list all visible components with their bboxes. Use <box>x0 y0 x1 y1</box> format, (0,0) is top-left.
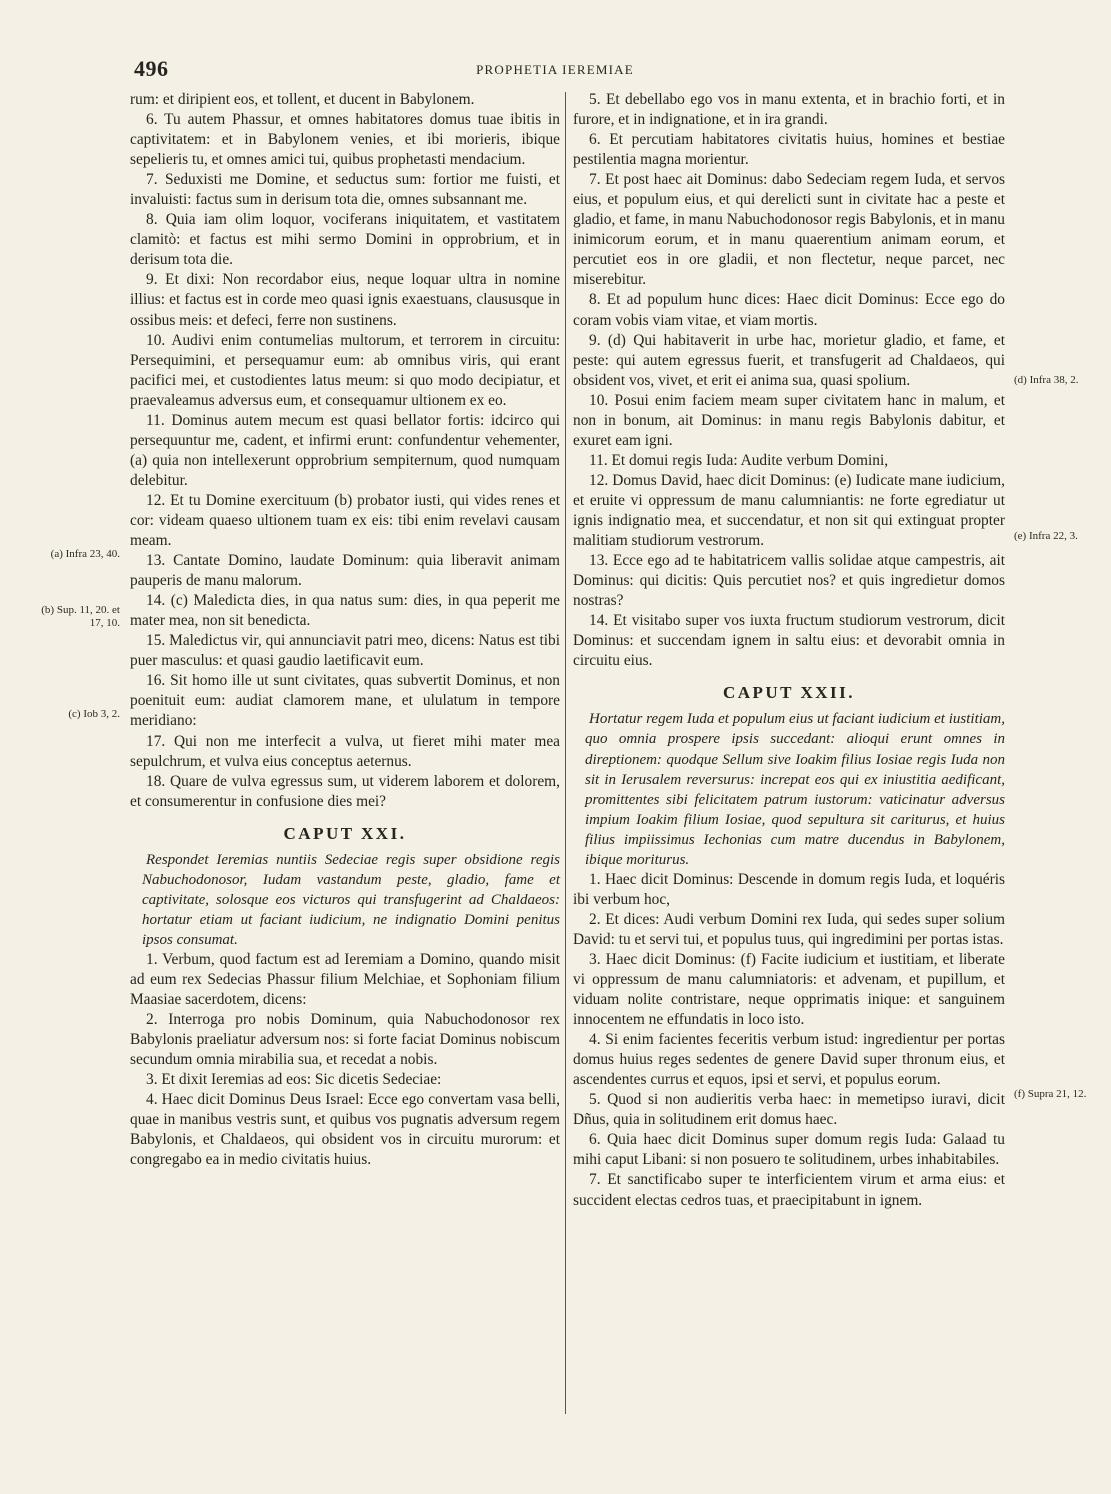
verse-paragraph: 8. Quia iam olim loquor, vociferans iniquitatem, et vastitatem clamitò: et factus est mihi sermo Domini in opprobrium, et in derisum tota die. <box>130 211 560 269</box>
verse-paragraph: 7. Et post haec ait Dominus: dabo Sedeciam regem Iuda, et servos eius, et populum eius, et qui derelicti sunt in civitate hac a peste et gladio, et fame, in manu Nabuchodonosor regis Babylonis, et in manu inimicorum eorum, et in manu quaerentium animam eorum, et percutiet eos in ore gladii, et non flectetur, neque parcet, nec miserebitur. <box>573 171 1005 289</box>
verse-paragraph: 17. Qui non me interfecit a vulva, ut fieret mihi mater mea sepulchrum, et vulva eius conceptus aeternus. <box>130 732 560 770</box>
chapter-summary-text: Respondet Ieremias nuntiis Sedeciae regis super obsidione regis Nabuchodonosor, Iudam vastandum peste, gladio, fame et captivitate, solosque eos victuros qui transfugerint ad Chaldaeos: hortatur etiam ut faciant iudicium, ne indignatio Domini penitus ipsos consumat. <box>142 851 560 948</box>
verse-paragraph: 12. Et tu Domine exercituum (b) probator iusti, qui vides renes et cor: videam quaeso ultionem tuam ex eis: tibi enim revelavi causam meam. <box>130 491 560 550</box>
verse-paragraph: 5. Et debellabo ego vos in manu extenta, et in brachio forti, et in furore, et in indignatione, et in ira grandi. <box>573 91 1005 129</box>
verse-paragraph: 11. Dominus autem mecum est quasi bellator fortis: idcirco qui persequuntur me, cadent, et infirmi erunt: confundentur vehementer, (a) quia non intellexerunt opprobrium sempiternum, quod numquam delebitur. <box>130 411 560 489</box>
margin-note-a: (a) Infra 23, 40. <box>50 548 120 560</box>
verse-paragraph: 4. Si enim facientes feceritis verbum istud: ingredientur per portas domus huius reges sedentes de genere David super thronum eius, et ascendentes currus et equos, ipsi et servi, et populus eorum. <box>573 1031 1005 1089</box>
verse-paragraph: 9. Et dixi: Non recordabor eius, neque loquar ultra in nomine illius: et factus est in corde meo quasi ignis exaestuans, claususque in ossibus meis: et defeci, ferre non sustinens. <box>130 271 560 329</box>
verse-paragraph: 15. Maledictus vir, qui annunciavit patri meo, dicens: Natus est tibi puer masculus: et quasi gaudio laetificavit eum. <box>130 632 560 670</box>
verse-paragraph: 6. Tu autem Phassur, et omnes habitatores domus tuae ibitis in captivitatem: et in Babylonem venies, et ibi morieris, ibique sepelieris tu, et omnes amici tui, quibus prophetasti mendacium. <box>130 111 560 169</box>
right-column <box>573 90 1005 1211</box>
verse-paragraph: 14. Et visitabo super vos iuxta fructum studiorum vestrorum, dicit Dominus: et succendam ignem in saltu eius: et devorabit omnia in circuitu eius. <box>573 612 1005 670</box>
verse-paragraph: 2. Interroga pro nobis Dominum, quia Nabuchodonosor rex Babylonis praeliatur adversum nos: si forte faciat Dominus nobiscum secundum omnia mirabilia sua, et recedat a nobis. <box>130 1011 560 1069</box>
verse-paragraph: 4. Haec dicit Dominus Deus Israel: Ecce ego convertam vasa belli, quae in manibus vestris sunt, et quibus vos pugnatis adversum regem Babylonis, et Chaldaeos, qui obsident vos in circuitu murorum: et congregabo ea in medio civitatis huius. <box>130 1091 560 1169</box>
margin-note-b: (b) Sup. 11, 20. et 17, 10. <box>41 604 120 629</box>
chapter-title: CAPUT XXI. <box>283 823 407 843</box>
verse-paragraph: 10. Posui enim faciem meam super civitatem hanc in malum, et non in bonum, ait Dominus: in manu regis Babylonis dabitur, et exuret eam igni. <box>573 391 1005 449</box>
verse-paragraph: 7. Seduxisti me Domine, et seductus sum: fortior me fuisti, et invaluisti: factus sum in derisum tota die, omnes subsannant me. <box>130 171 560 209</box>
verse-paragraph: 8. Et ad populum hunc dices: Haec dicit Dominus: Ecce ego do coram vobis viam vitae, et viam mortis. <box>573 291 1005 329</box>
column-divider <box>565 92 566 1414</box>
margin-note-f: (f) Supra 21, 12. <box>1014 1088 1087 1100</box>
verse-paragraph: 16. Sit homo ille ut sunt civitates, quas subvertit Dominus, et non poenituit eum: audiat clamorem mane, et ululatum in tempore meridiano: <box>130 672 560 730</box>
running-title: PROPHETIA IEREMIAE <box>476 62 634 77</box>
margin-note-e: (e) Infra 22, 3. <box>1014 530 1078 542</box>
margin-note-c: (c) Iob 3, 2. <box>68 708 120 720</box>
verse-paragraph: 13. Cantate Domino, laudate Dominum: quia liberavit animam pauperis de manu malorum. <box>130 552 560 590</box>
verse-paragraph: 3. Haec dicit Dominus: (f) Facite iudicium et iustitiam, et liberate vi oppressum de manu calumniatoris: et advenam, et pupillum, et viduam nolite contristare, neque opprimatis inique: et sanguinem innocentem ne effundatis in loco isto. <box>573 950 1005 1029</box>
verse-paragraph: 6. Et percutiam habitatores civitatis huius, homines et bestiae pestilentia magna morientur. <box>573 131 1005 169</box>
verse-paragraph: 12. Domus David, haec dicit Dominus: (e) Iudicate mane iudicium, et eruite vi oppressum de manu calumniantis: ne forte egrediatur ut ignis indignatio mea, et succendatur, et non sit qui extinguat propter malitiam studiorum vestrorum. <box>573 471 1005 550</box>
page-number: 496 <box>134 56 169 81</box>
chapter-summary-text: Hortatur regem Iuda et populum eius ut faciant iudicium et iustitiam, quo omnia prospere ipsis succedant: alioqui erunt omnes in direptionem: quodque Sellum sive Ioakim filius Iosiae regis Iuda non sit in Ierusalem reversurus: increpat eos qui ex iniustitia aedificant, promittentes sibi felicitatem patrum iustorum: vaticinatur adversus impium Ioakim filium Iosiae, quod sepultura sit cariturus, et huius filius impiissimus Iechonias cum matre ducendus in Babylonem, ibique moriturus. <box>585 711 1005 868</box>
chapter-title: CAPUT XXII. <box>722 683 856 703</box>
verse-paragraph: 10. Audivi enim contumelias multorum, et terrorem in circuitu: Persequimini, et persequamur eum: ab omnibus viris, qui erant pacifici mei, et custodientes latus meum: si quo modo decipiatur, et praevaleamus adversus eum, et consequamur ultionem ex eo. <box>130 331 560 409</box>
verse-paragraph: 14. (c) Maledicta dies, in qua natus sum: dies, in qua peperit me mater mea, non sit benedicta. <box>130 592 560 630</box>
verse-paragraph: 11. Et domui regis Iuda: Audite verbum Domini, <box>589 451 889 469</box>
verse-paragraph: 7. Et sanctificabo super te interficientem virum et arma eius: et succident electas cedros tuas, et praecipitabunt in ignem. <box>573 1171 1005 1209</box>
verse-paragraph: rum: et diripient eos, et tollent, et ducent in Babylonem. <box>130 91 475 108</box>
verse-paragraph: 3. Et dixit Ieremias ad eos: Sic dicetis Sedeciae: <box>146 1071 442 1089</box>
verse-paragraph: 1. Haec dicit Dominus: Descende in domum regis Iuda, et loquéris ibi verbum hoc, <box>573 870 1005 908</box>
chapter-summary <box>573 709 1005 869</box>
left-column <box>130 90 560 1170</box>
margin-note-d: (d) Infra 38, 2. <box>1014 374 1079 386</box>
verse-paragraph: 2. Et dices: Audi verbum Domini rex Iuda, qui sedes super solium David: tu et servi tui, et populus tuus, qui ingredimini per portas istas. <box>573 910 1005 948</box>
verse-paragraph: 13. Ecce ego ad te habitatricem vallis solidae atque campestris, ait Dominus: qui dicitis: Quis percutiet nos? et quis ingredietur domos nostras? <box>573 552 1005 610</box>
verse-paragraph: 18. Quare de vulva egressus sum, ut viderem laborem et dolorem, et consumerentur in confusione dies mei? <box>130 772 560 810</box>
chapter-summary <box>130 850 560 950</box>
verse-paragraph: 5. Quod si non audieritis verba haec: in memetipso iuravi, dicit Dñus, quia in solitudinem erit domus haec. <box>573 1091 1005 1129</box>
verse-paragraph: 1. Verbum, quod factum est ad Ieremiam a Domino, quando misit ad eum rex Sedecias Phassur filium Melchiae, et Sophoniam filium Maasiae sacerdotem, dicens: <box>130 950 560 1009</box>
verse-paragraph: 9. (d) Qui habitaverit in urbe hac, morietur gladio, et fame, et peste: qui autem egressus fuerit, et transfugerit ad Chaldaeos, qui obsident vos, vivet, et erit ei anima sua, quasi spolium. <box>573 331 1005 389</box>
verse-paragraph: 6. Quia haec dicit Dominus super domum regis Iuda: Galaad tu mihi caput Libani: si non posuero te solitudinem, urbes inhabitabiles. <box>573 1131 1005 1169</box>
